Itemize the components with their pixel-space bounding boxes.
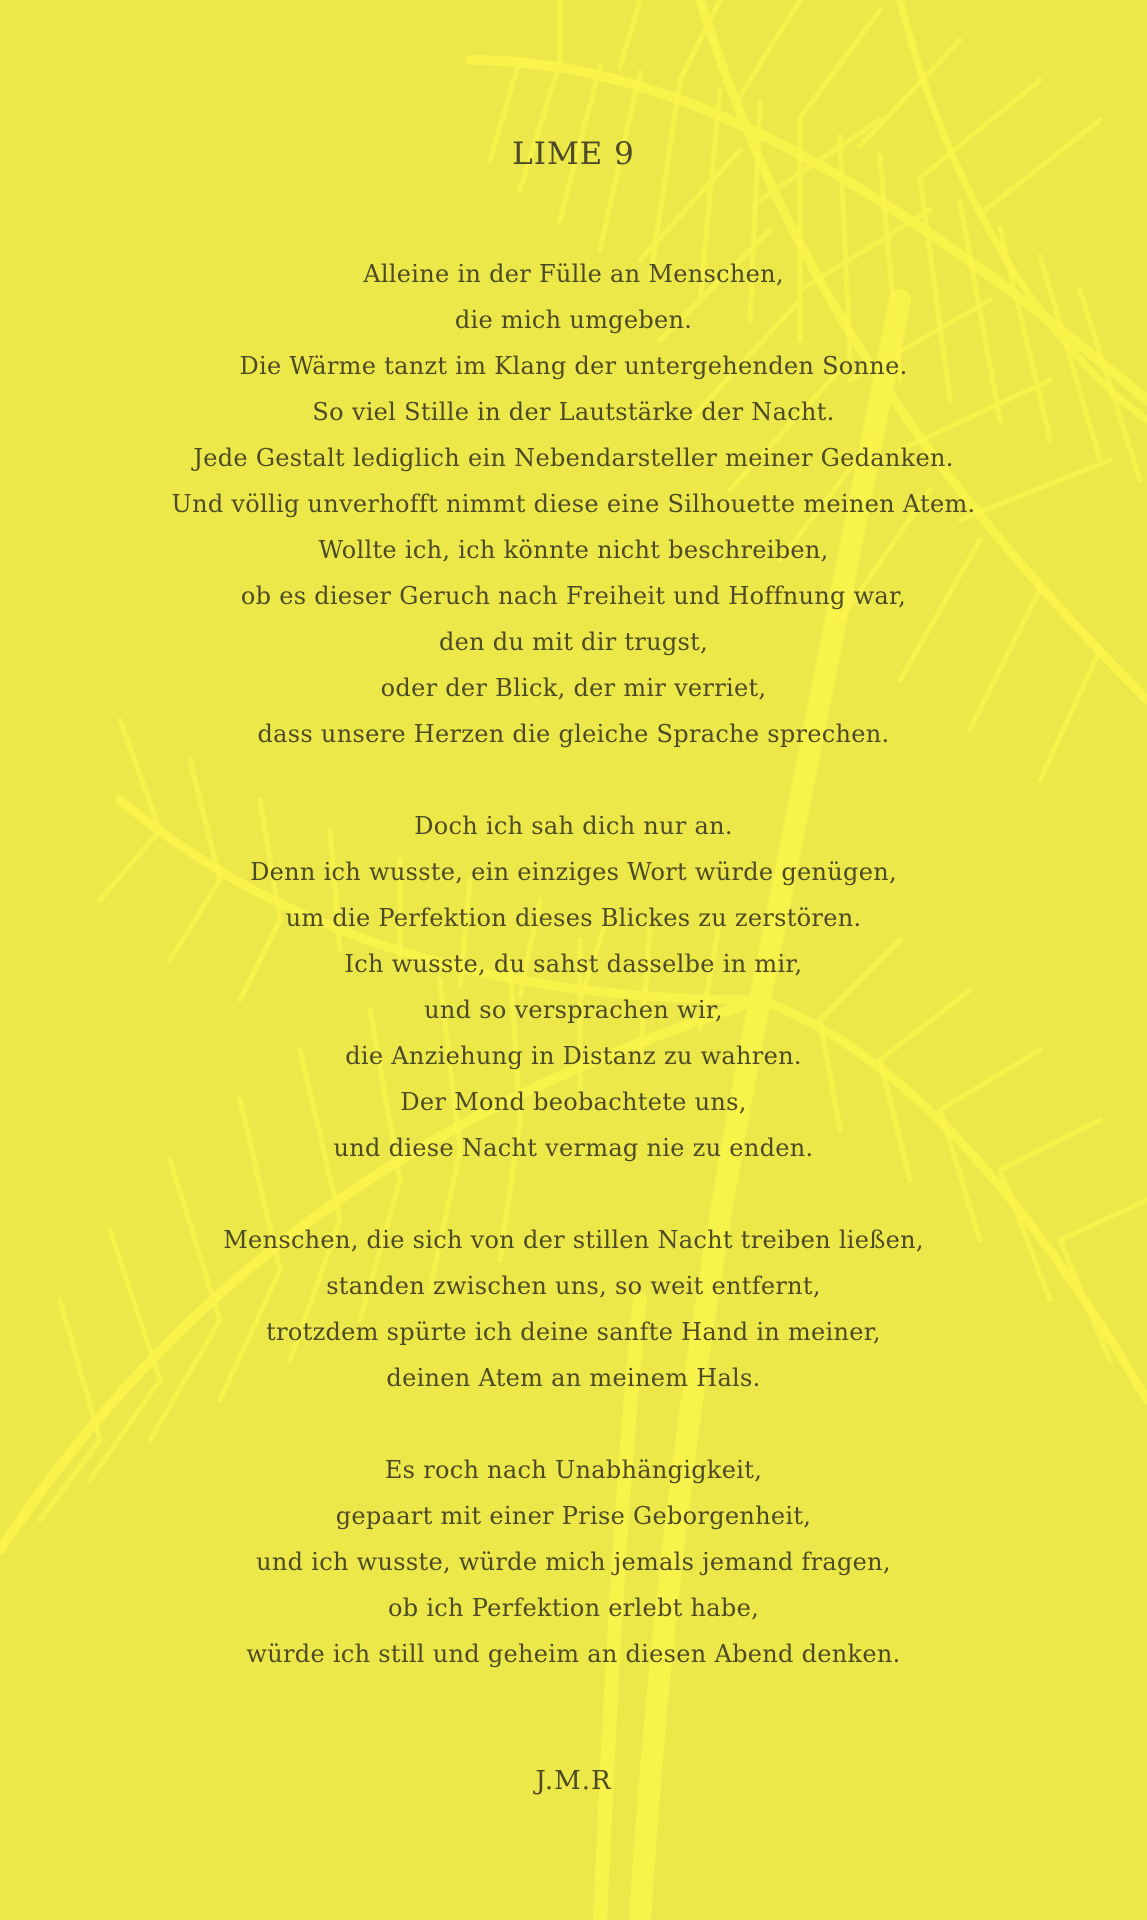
stanza-1 [0, 251, 1147, 757]
poem-line: standen zwischen uns, so weit entfernt, [326, 1272, 821, 1300]
poem-line: Doch ich sah dich nur an. [414, 812, 733, 840]
poem-line: würde ich still und geheim an diesen Abend denken. [246, 1640, 901, 1668]
poem-line: Jede Gestalt lediglich ein Nebendarsteller meiner Gedanken. [193, 444, 954, 472]
poem-line: Es roch nach Unabhängigkeit, [384, 1456, 763, 1484]
poem-line: dass unsere Herzen die gleiche Sprache sprechen. [257, 720, 890, 748]
poem-line: Wollte ich, ich könnte nicht beschreiben, [318, 536, 829, 564]
poem-line: deinen Atem an meinem Hals. [386, 1364, 761, 1392]
poem-line: die Anziehung in Distanz zu wahren. [345, 1042, 802, 1070]
poem-line: den du mit dir trugst, [438, 628, 709, 656]
poem-line: und so versprachen wir, [424, 996, 723, 1024]
poem-line: oder der Blick, der mir verriet, [380, 674, 767, 702]
poem-line: Denn ich wusste, ein einziges Wort würde genügen, [250, 858, 897, 886]
poem-line: ob es dieser Geruch nach Freiheit und Hoffnung war, [240, 582, 907, 610]
poem-line: Die Wärme tanzt im Klang der untergehenden Sonne. [239, 352, 908, 380]
poem-line: Ich wusste, du sahst dasselbe in mir, [344, 950, 803, 978]
poem-line: Alleine in der Fülle an Menschen, [363, 260, 784, 288]
author-signature: J.M.R [535, 1766, 612, 1796]
poem-line: Menschen, die sich von der stillen Nacht treiben ließen, [223, 1226, 924, 1254]
poem-line: ob ich Perfektion erlebt habe, [387, 1594, 760, 1622]
poem-line: Der Mond beobachtete uns, [400, 1088, 747, 1116]
poem-line: Und völlig unverhofft nimmt diese eine Silhouette meinen Atem. [171, 490, 976, 518]
poem-line: und diese Nacht vermag nie zu enden. [333, 1134, 814, 1162]
poem-line: gepaart mit einer Prise Geborgenheit, [335, 1502, 812, 1530]
poem-line: die mich umgeben. [454, 306, 693, 334]
poem-line: trotzdem spürte ich deine sanfte Hand in meiner, [266, 1318, 881, 1346]
poem-line: So viel Stille in der Lautstärke der Nacht. [312, 398, 835, 426]
poem-line: um die Perfektion dieses Blickes zu zerstören. [285, 904, 862, 932]
stanza-2 [0, 803, 1147, 1171]
stanza-3 [0, 1217, 1147, 1401]
poem-title: LIME 9 [512, 136, 635, 172]
stanza-4 [0, 1447, 1147, 1677]
poem-line: und ich wusste, würde mich jemals jemand fragen, [256, 1548, 891, 1576]
